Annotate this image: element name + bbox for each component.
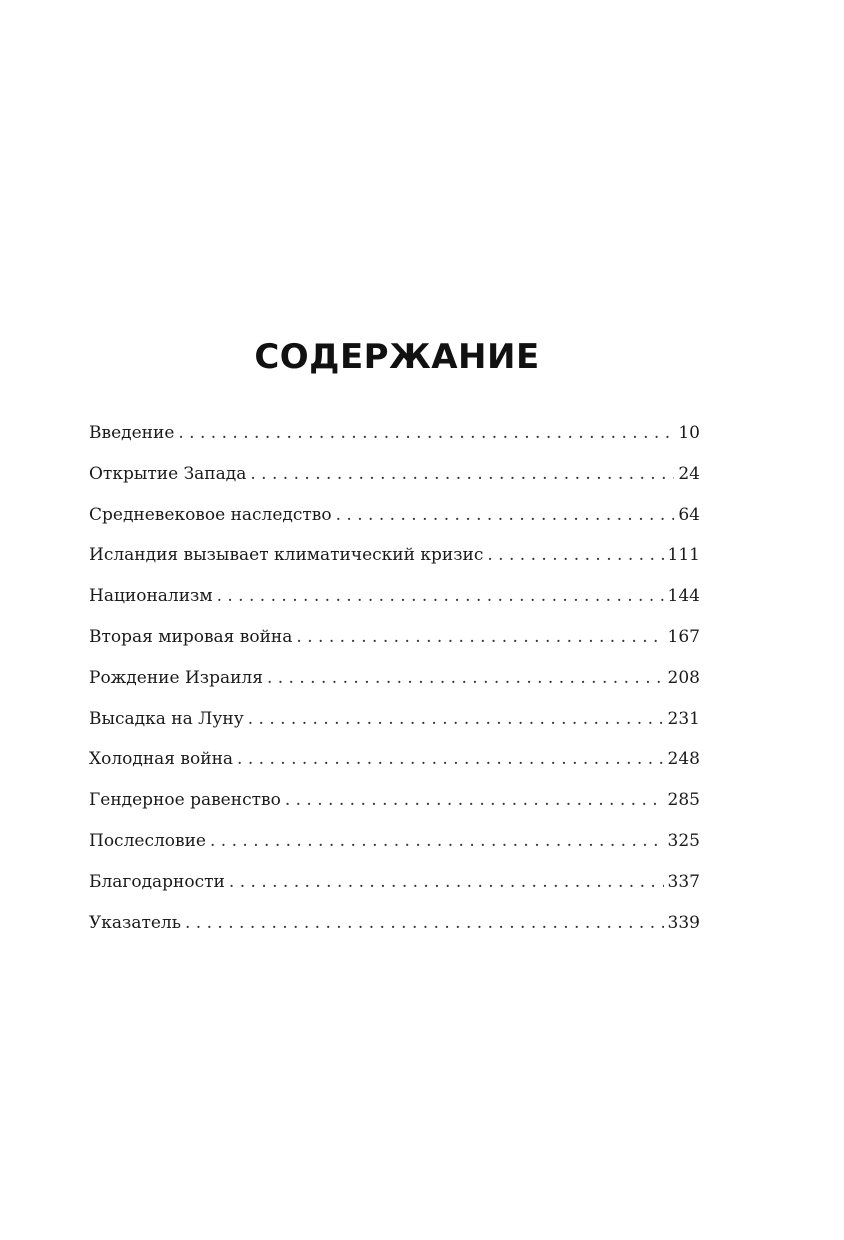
dot-leader — [336, 500, 675, 530]
dot-leader — [248, 704, 664, 734]
dot-leader — [250, 459, 674, 489]
toc-entry — [89, 622, 700, 663]
toc-entry-page: 285 — [667, 790, 700, 811]
toc-entry-label: Гендерное равенство — [89, 790, 281, 811]
dot-leader — [217, 581, 664, 611]
toc-entry — [89, 581, 700, 622]
dot-leader — [296, 622, 663, 652]
dot-leader — [487, 540, 663, 570]
dot-leader — [267, 663, 664, 693]
toc-entry — [89, 785, 700, 826]
toc-entry — [89, 744, 700, 785]
toc-entry — [89, 704, 700, 745]
toc-entry-page: 231 — [667, 708, 700, 729]
toc-entry-label: Исландия вызывает климатический кризис — [89, 545, 484, 566]
toc-entry-label: Введение — [89, 423, 175, 443]
dot-leader — [237, 744, 664, 774]
toc-entry-label: Указатель — [89, 912, 181, 933]
dot-leader — [210, 826, 664, 856]
toc-entry-page: 24 — [678, 463, 700, 484]
toc-entry-label: Открытие Запада — [89, 463, 247, 484]
toc-entry-label: Национализм — [89, 586, 213, 607]
toc-entry-page: 339 — [667, 912, 700, 933]
table-of-contents — [89, 418, 700, 948]
toc-entry — [89, 663, 700, 704]
toc-entry — [89, 500, 700, 541]
toc-entry-label: Высадка на Луну — [89, 708, 244, 729]
toc-entry-page: 167 — [667, 626, 700, 647]
toc-entry-label: Рождение Израиля — [89, 667, 263, 688]
toc-entry — [89, 908, 700, 949]
toc-entry-page: 325 — [667, 830, 700, 851]
toc-entry — [89, 459, 700, 500]
toc-entry-page: 10 — [678, 423, 700, 443]
page-title: СОДЕРЖАНИЕ — [254, 337, 540, 377]
toc-entry — [89, 418, 700, 459]
toc-entry — [89, 867, 700, 908]
toc-entry-label: Холодная война — [89, 749, 234, 770]
dot-leader — [229, 867, 664, 897]
toc-entry-label: Средневековое наследство — [89, 504, 332, 525]
toc-entry-label: Благодарности — [89, 871, 225, 892]
dot-leader — [285, 785, 664, 815]
toc-entry — [89, 540, 700, 581]
toc-entry-label: Вторая мировая война — [89, 626, 293, 647]
toc-entry — [89, 826, 700, 867]
toc-entry-page: 208 — [667, 667, 700, 688]
toc-entry-page: 111 — [667, 545, 700, 566]
toc-entry-page: 64 — [678, 504, 700, 525]
toc-entry-page: 144 — [667, 586, 700, 607]
toc-entry-label: Послесловие — [89, 830, 206, 851]
toc-entry-page: 248 — [667, 749, 700, 770]
dot-leader — [178, 418, 674, 448]
dot-leader — [185, 908, 664, 938]
toc-entry-page: 337 — [667, 871, 700, 892]
